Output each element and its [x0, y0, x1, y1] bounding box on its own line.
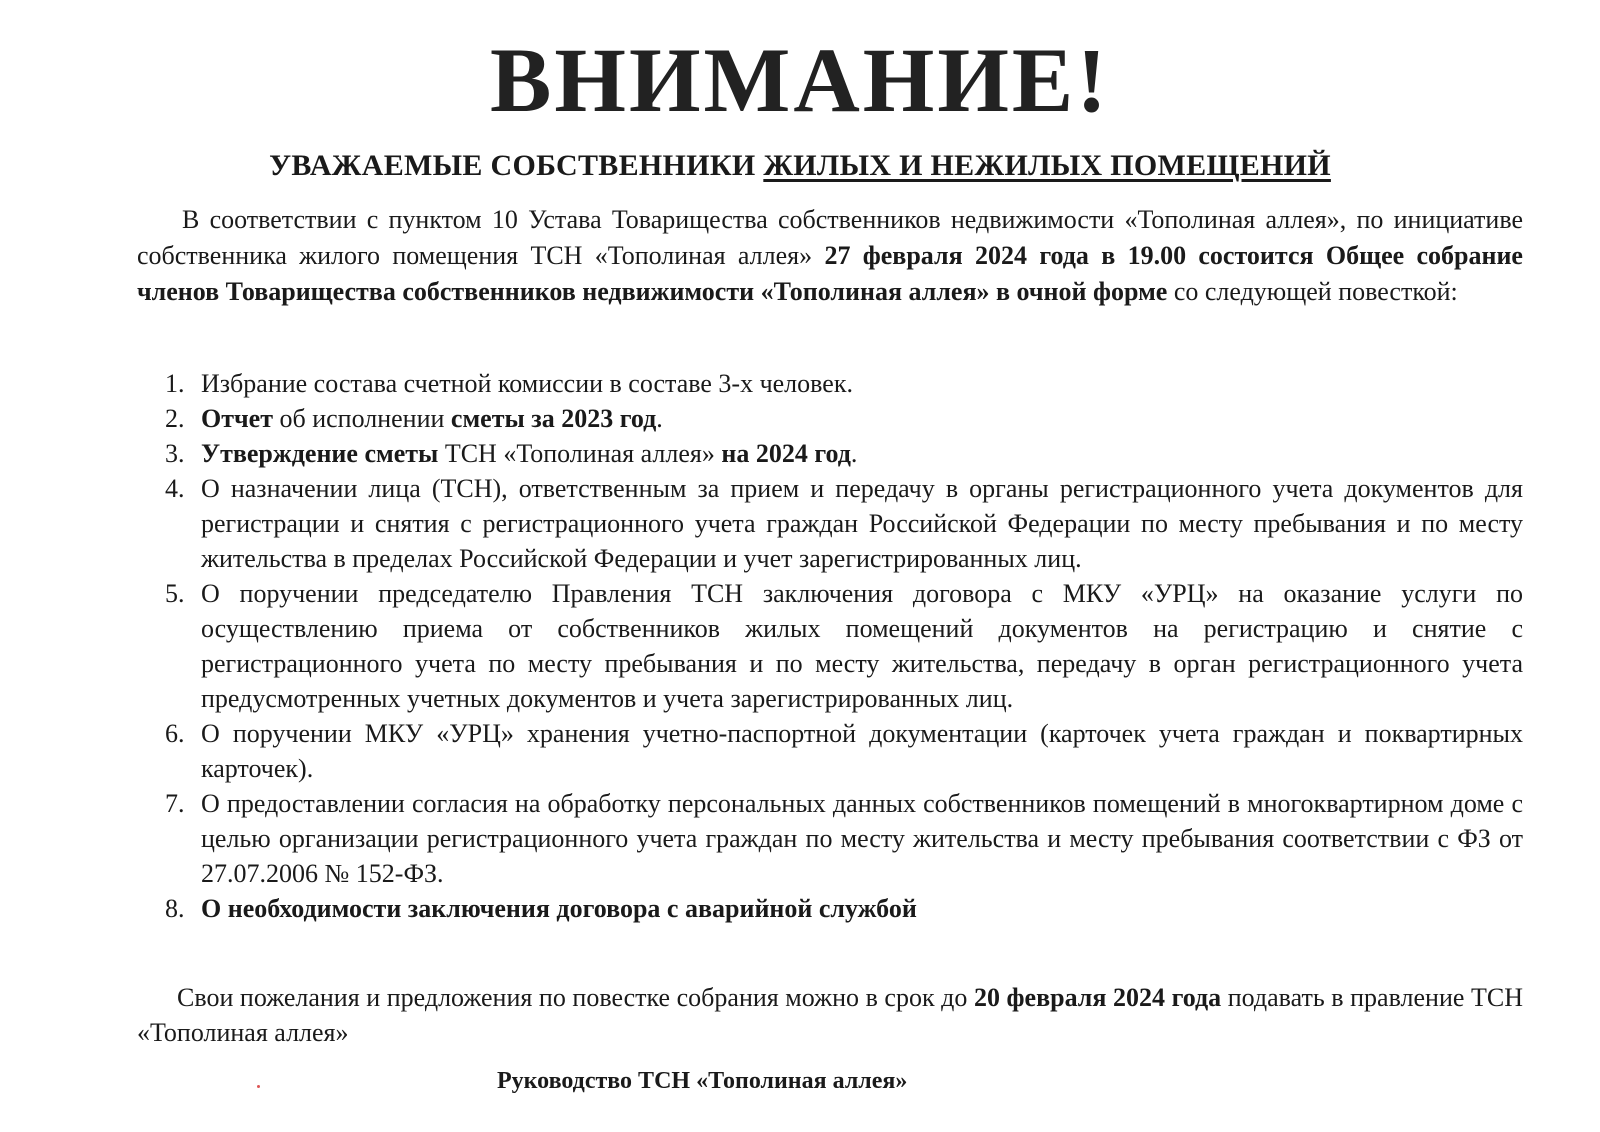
subtitle-underlined: ЖИЛЫХ И НЕЖИЛЫХ ПОМЕЩЕНИЙ	[763, 149, 1331, 182]
agenda-item-text: О поручении МКУ «УРЦ» хранения учетно-паспортной документации (карточек учета граждан и поквартирных карточек).	[201, 719, 1523, 783]
agenda-item	[165, 786, 1523, 891]
agenda-item-number: 3.	[165, 439, 185, 468]
agenda-item-bold: сметы за 2023 год	[450, 404, 657, 433]
agenda-item-text: ТСН «Тополиная аллея»	[438, 439, 722, 468]
intro-meeting-date: 27 февраля 2024 года в 19.00 состоится Общее собрание членов Товарищества собственников недвижимости «Тополиная аллея» в очной форме	[137, 241, 1523, 306]
agenda-item-text: .	[850, 439, 858, 468]
agenda-item-bold: на 2024 год	[721, 439, 851, 468]
agenda-item-number: 5.	[165, 579, 185, 608]
wishes-text-2: подавать в правление ТСН «Тополиная аллея»	[137, 983, 1523, 1047]
agenda-item	[165, 471, 1523, 576]
agenda-item-bold: Отчет	[201, 404, 273, 433]
agenda-item-number: 2.	[165, 404, 185, 433]
agenda-item	[165, 716, 1523, 786]
agenda-item	[165, 366, 1523, 401]
agenda-item-text: О предоставлении согласия на обработку персональных данных собственников помещений в многоквартирном доме с целью организации регистрационного учета граждан по месту жительства и месту пребывания соответствии с ФЗ от 27.07.2006 № 152-ФЗ.	[201, 789, 1523, 888]
agenda-item-number: 7.	[165, 789, 185, 818]
agenda-item-text: .	[656, 404, 663, 433]
signature: Руководство ТСН «Тополиная аллея»	[497, 1068, 908, 1094]
agenda-item-bold: Утверждение сметы	[201, 439, 439, 468]
notice-title: ВНИМАНИЕ!	[490, 29, 1110, 131]
agenda-item-text: О поручении председателю Правления ТСН заключения договора с МКУ «УРЦ» на оказание услуги по осуществлению приема от собственников жилых помещений документов на регистрацию и снятие с регистрационного учета по месту пребывания и по месту жительства, передачу в орган регистрационного учета предусмотренных учетных документов и учета зарегистрированных лиц.	[201, 579, 1523, 713]
agenda-item-text: О назначении лица (ТСН), ответственным за прием и передачу в органы регистрационного учета документов для регистрации и снятия с регистрационного учета граждан Российской Федерации по месту пребывания и по месту жительства в пределах Российской Федерации и учет зарегистрированных лиц.	[201, 474, 1523, 573]
notice-subtitle	[0, 146, 1600, 186]
wishes-text-1: Свои пожелания и предложения по повестке собрания можно в срок до	[177, 983, 974, 1012]
agenda-item-number: 1.	[165, 369, 185, 398]
agenda-item-text: об исполнении	[272, 404, 451, 433]
scan-speck	[257, 1085, 260, 1088]
agenda-item-number: 6.	[165, 719, 185, 748]
intro-text-1: В соответствии с пунктом 10 Устава Товарищества собственников недвижимости «Тополиная аллея», по инициативе собственника жилого помещения ТСН «Тополиная аллея»	[137, 205, 1523, 270]
agenda-item	[165, 401, 1523, 436]
intro-paragraph	[137, 202, 1523, 310]
agenda-item	[165, 891, 1523, 926]
agenda-item	[165, 576, 1523, 716]
agenda-item-number: 8.	[165, 894, 185, 923]
intro-text-2: со следующей повесткой:	[1167, 277, 1458, 306]
agenda-item-text: Избрание состава счетной комиссии в составе 3-х человек.	[201, 369, 853, 398]
wishes-paragraph	[137, 980, 1523, 1050]
subtitle-prefix: УВАЖАЕМЫЕ СОБСТВЕННИКИ	[269, 149, 764, 182]
agenda-item-bold: О необходимости заключения договора с аварийной службой	[201, 894, 917, 923]
wishes-deadline: 20 февраля 2024 года	[973, 983, 1222, 1012]
agenda-item	[165, 436, 1523, 471]
agenda-item-number: 4.	[165, 474, 185, 503]
agenda-list	[165, 366, 1523, 926]
